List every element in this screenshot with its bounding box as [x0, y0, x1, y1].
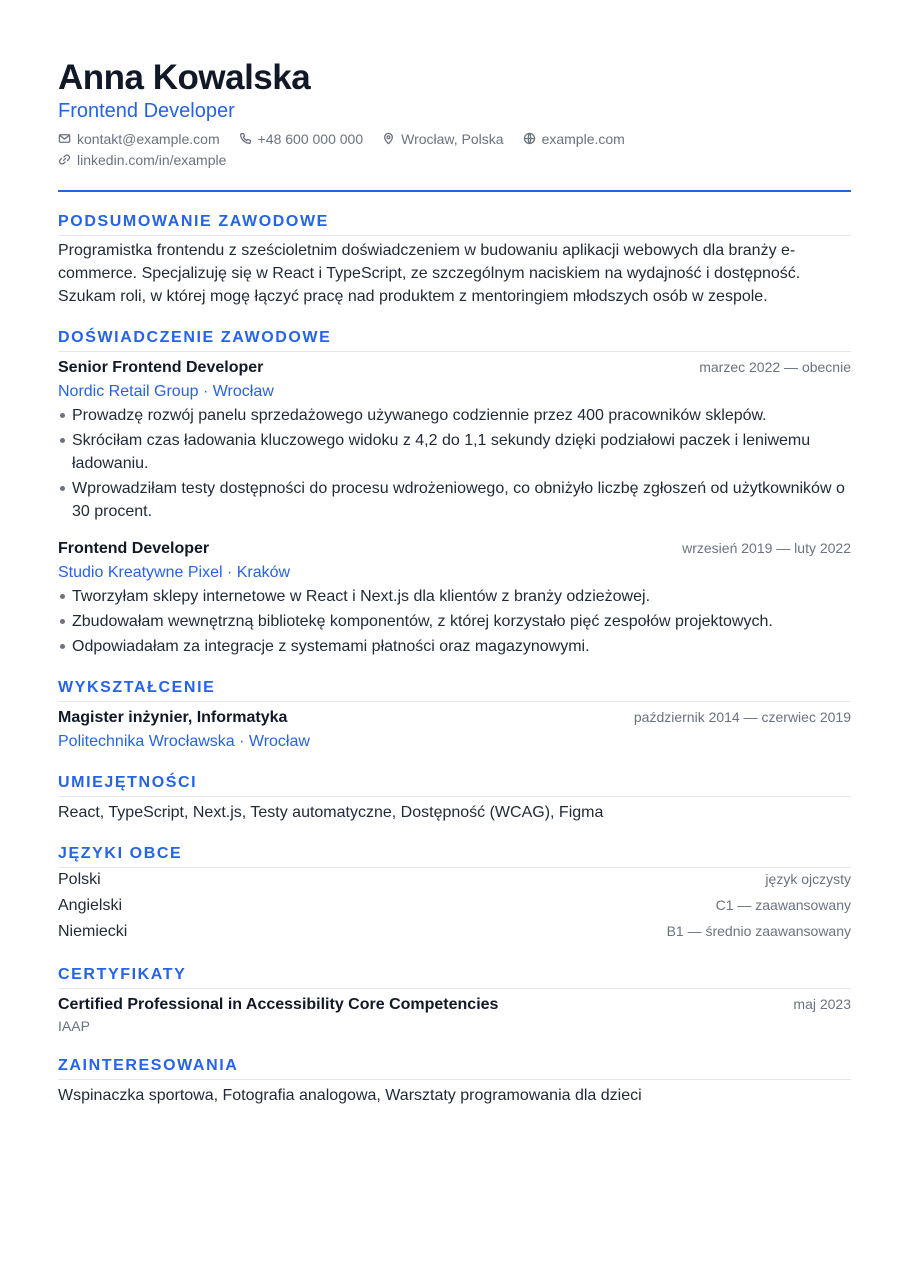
phone-text: +48 600 000 000: [257, 130, 364, 147]
bullet-item: [58, 585, 851, 608]
job-position: Senior Frontend Developer: [58, 359, 264, 376]
education-dates: październik 2014 — czerwiec 2019: [633, 709, 851, 725]
website-text: example.com: [541, 130, 625, 147]
section-title-languages: JĘZYKI OBCE: [58, 844, 851, 868]
link-icon: [58, 153, 71, 166]
bullet-dot-icon: [60, 438, 65, 443]
education-entry: [58, 706, 851, 753]
summary-section: [58, 212, 851, 308]
school: Politechnika Wrocławska · Wrocław: [58, 733, 310, 750]
header-divider: [58, 190, 851, 192]
job-company: Studio Kreatywne Pixel · Kraków: [58, 564, 291, 581]
skills-text: React, TypeScript, Next.js, Testy automatyczne, Dostępność (WCAG), Figma: [58, 804, 604, 821]
linkedin-text: linkedin.com/in/example: [77, 151, 227, 168]
section-title-interests: ZAINTERESOWANIA: [58, 1056, 851, 1080]
certificates-section: [58, 965, 851, 1035]
bullet-text: Prowadzę rozwój panelu sprzedażowego używanego codziennie przez 400 pracowników sklepów.: [72, 407, 767, 424]
bullet-item: [58, 635, 851, 658]
contact-location: [382, 131, 503, 147]
bullet-dot-icon: [60, 644, 65, 649]
language-level: C1 — zaawansowany: [715, 897, 851, 913]
bullet-dot-icon: [60, 413, 65, 418]
section-title-education: WYKSZTAŁCENIE: [58, 678, 851, 702]
bullet-text: Odpowiadałam za integracje z systemami płatności oraz magazynowymi.: [72, 638, 590, 655]
job-dates: wrzesień 2019 — luty 2022: [682, 540, 851, 556]
certificate-name: Certified Professional in Accessibility Core Competencies: [58, 996, 499, 1013]
certificate-date: maj 2023: [793, 996, 851, 1012]
job-title: Frontend Developer: [58, 100, 235, 122]
bullet-item: [58, 429, 851, 475]
section-title-skills: UMIEJĘTNOŚCI: [58, 773, 851, 797]
contact-website[interactable]: [523, 131, 625, 147]
bullet-text: Skróciłam czas ładowania kluczowego widoku z 4,2 do 1,1 sekundy dzięki podziałowi paczek i leniwemu ładowaniu.: [72, 432, 811, 472]
bullet-item: [58, 477, 851, 523]
language-name: Niemiecki: [58, 923, 128, 940]
certificate-entry: [58, 993, 851, 1035]
section-title-experience: DOŚWIADCZENIE ZAWODOWE: [58, 328, 851, 352]
languages-section: [58, 844, 851, 949]
contact-email[interactable]: [58, 131, 220, 147]
job-bullets: [58, 404, 851, 523]
job-entry: [58, 537, 851, 658]
language-row: [58, 871, 851, 897]
bullet-dot-icon: [60, 619, 65, 624]
language-row: [58, 897, 851, 923]
job-entry: [58, 356, 851, 523]
mail-icon: [58, 132, 71, 145]
language-level: B1 — średnio zaawansowany: [666, 923, 851, 939]
location-icon: [382, 132, 395, 145]
skills-section: [58, 773, 851, 824]
phone-icon: [239, 132, 252, 145]
contact-list: [58, 128, 851, 170]
section-title-certificates: CERTYFIKATY: [58, 965, 851, 989]
language-name: Angielski: [58, 897, 123, 914]
bullet-dot-icon: [60, 486, 65, 491]
bullet-item: [58, 610, 851, 633]
person-name: Anna Kowalska: [58, 58, 311, 97]
globe-icon: [523, 132, 536, 145]
experience-section: [58, 328, 851, 658]
job-company: Nordic Retail Group · Wrocław: [58, 383, 274, 400]
resume-header: [58, 56, 851, 192]
bullet-text: Zbudowałam wewnętrzną bibliotekę komponentów, z której korzystało pięć zespołów projektowych.: [72, 613, 773, 630]
degree: Magister inżynier, Informatyka: [58, 709, 288, 726]
resume-page: [58, 56, 851, 1107]
interests-section: [58, 1056, 851, 1107]
email-text: kontakt@example.com: [77, 130, 220, 147]
job-bullets: [58, 585, 851, 658]
contact-phone[interactable]: [239, 131, 364, 147]
language-level: język ojczysty: [765, 871, 851, 887]
location-text: Wrocław, Polska: [401, 130, 504, 147]
job-dates: marzec 2022 — obecnie: [699, 359, 851, 375]
interests-text: Wspinaczka sportowa, Fotografia analogowa, Warsztaty programowania dla dzieci: [58, 1087, 642, 1104]
job-position: Frontend Developer: [58, 540, 210, 557]
bullet-text: Wprowadziłam testy dostępności do procesu wdrożeniowego, co obniżyło liczbę zgłoszeń od użytkowników o 30 procent.: [72, 480, 845, 520]
language-row: [58, 923, 851, 949]
education-section: [58, 678, 851, 753]
section-title-summary: PODSUMOWANIE ZAWODOWE: [58, 212, 851, 236]
contact-linkedin[interactable]: [58, 152, 226, 168]
bullet-dot-icon: [60, 594, 65, 599]
bullet-text: Tworzyłam sklepy internetowe w React i Next.js dla klientów z branży odzieżowej.: [72, 588, 651, 605]
language-name: Polski: [58, 871, 101, 888]
summary-text: Programistka frontendu z sześcioletnim doświadczeniem w budowaniu aplikacji webowych dla branży e-commerce. Specjalizuję się w React i TypeScript, ze szczególnym naciskiem na wydajność i dostępność. Szukam roli, w której mogę łączyć pracę nad produktem z mentoringiem młodszych osób w zespole.: [58, 242, 801, 305]
bullet-item: [58, 404, 851, 427]
certificate-issuer: IAAP: [58, 1018, 90, 1034]
